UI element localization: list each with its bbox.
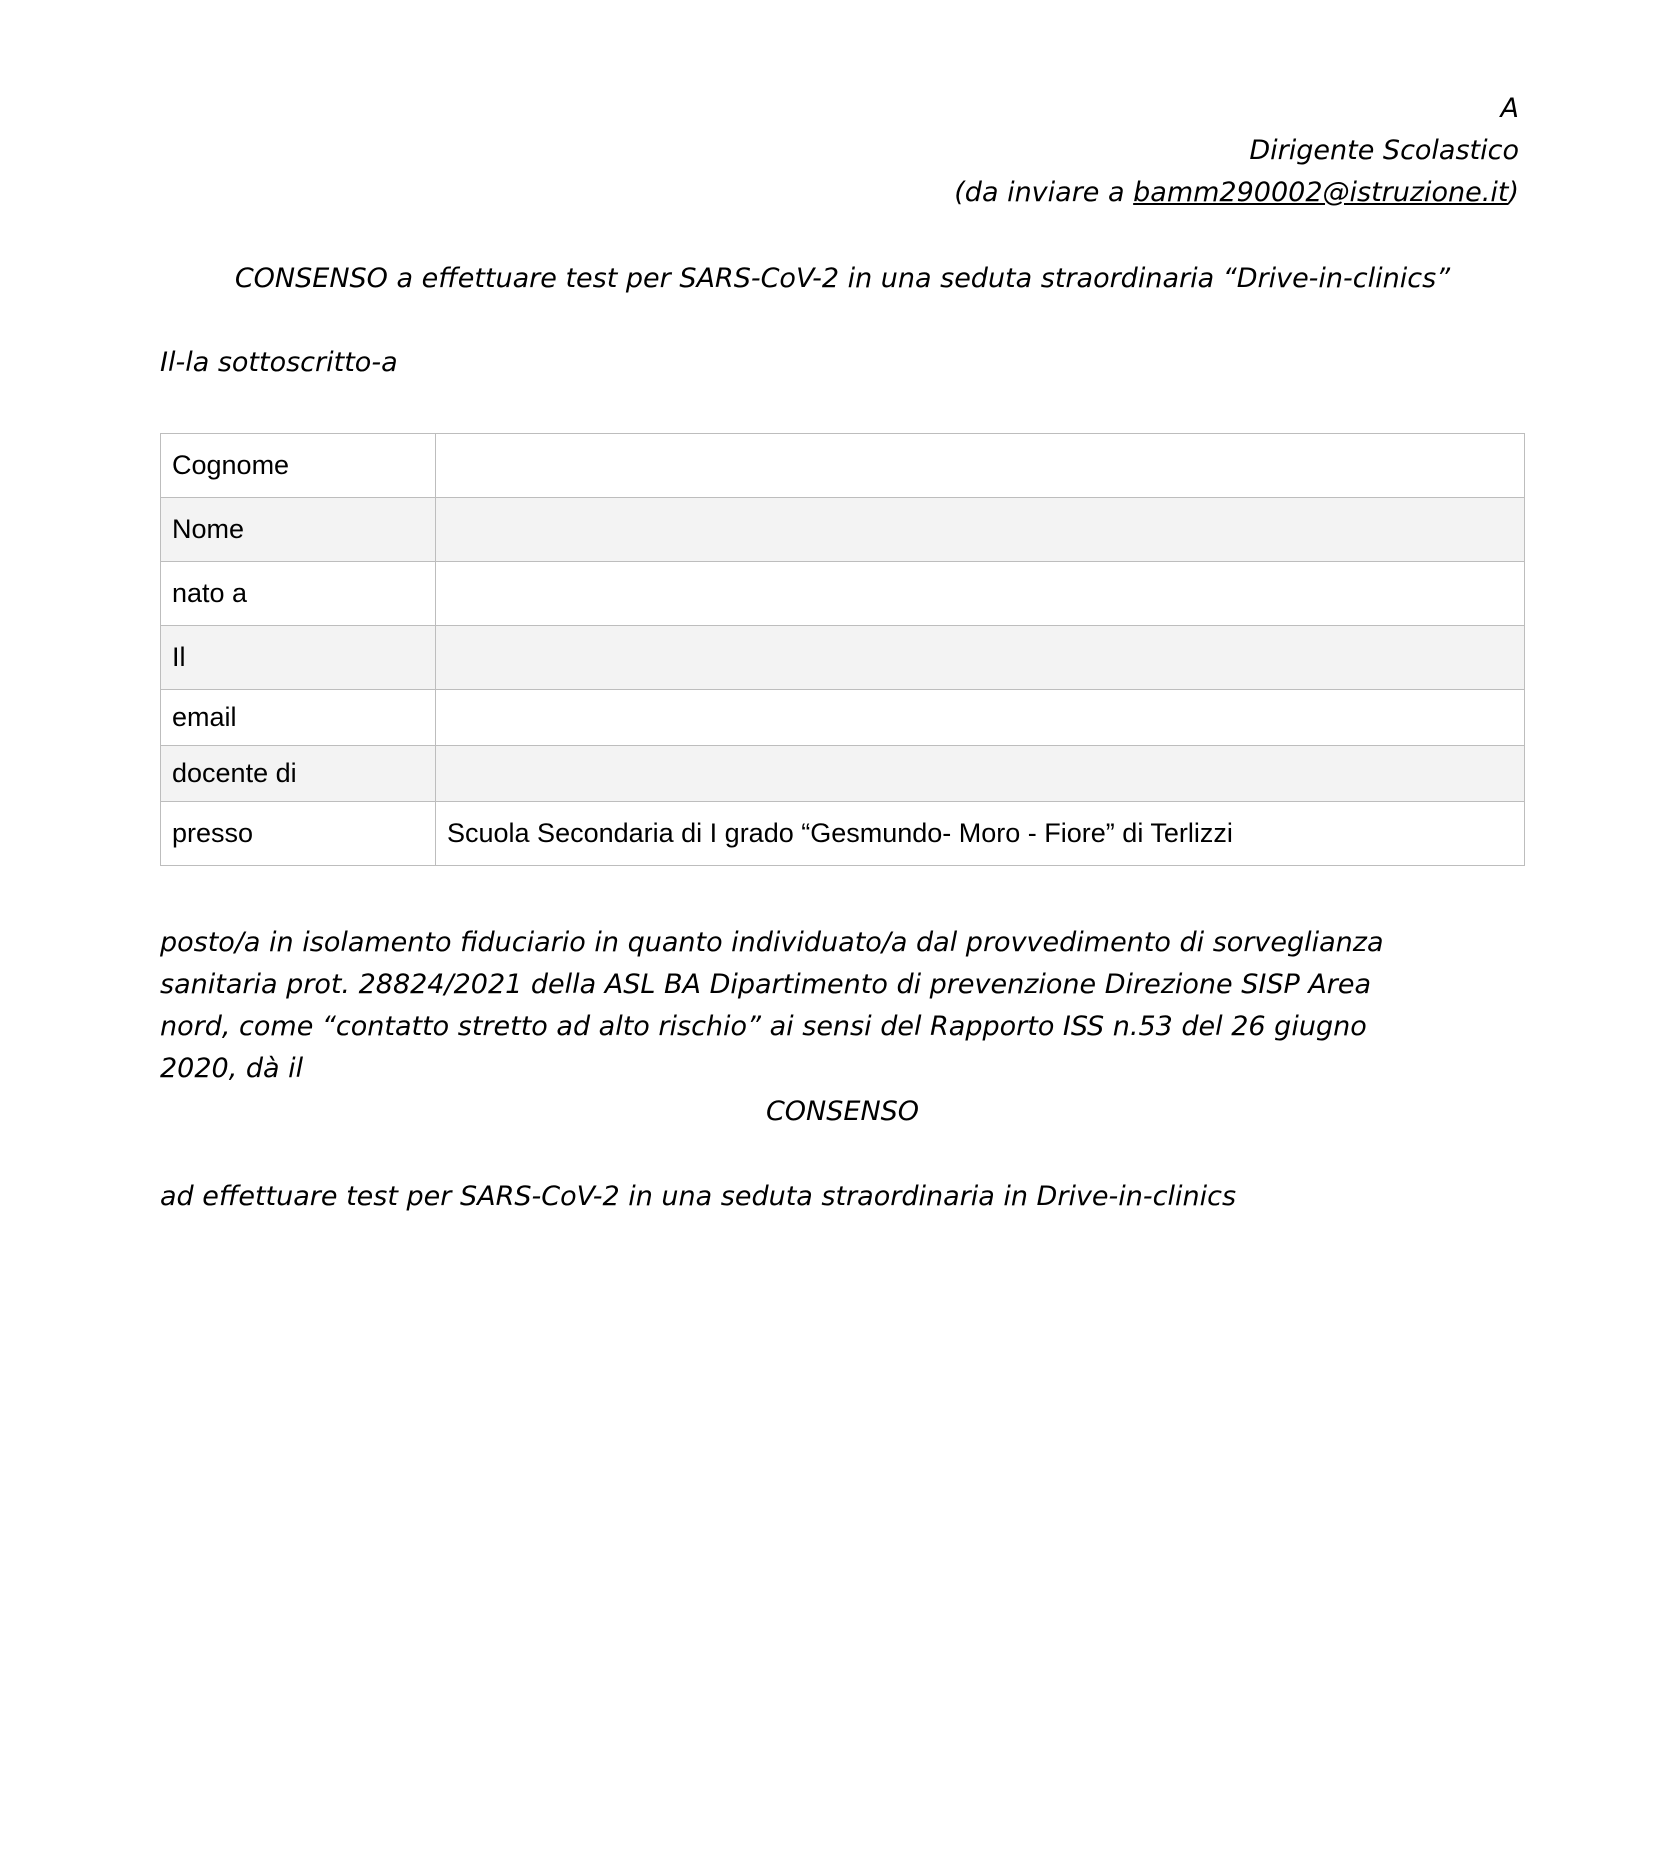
addressee-role: Dirigente Scolastico bbox=[1249, 135, 1519, 166]
closing-statement: ad effettuare test per SARS-CoV-2 in una seduta straordinaria in Drive-in-clinics bbox=[160, 1181, 1237, 1212]
field-label-school: presso bbox=[161, 802, 436, 866]
school-email-link[interactable]: bamm290002@istruzione.it bbox=[1133, 177, 1509, 208]
table-row bbox=[161, 562, 1525, 626]
addressee-send-note bbox=[954, 172, 1519, 214]
table-row bbox=[161, 434, 1525, 498]
field-label-email: email bbox=[161, 690, 436, 746]
undersigned-label: Il-la sottoscritto-a bbox=[160, 347, 398, 378]
field-value-birthplace[interactable] bbox=[436, 562, 1525, 626]
field-label-birthplace: nato a bbox=[161, 562, 436, 626]
table-row bbox=[161, 802, 1525, 866]
declaration-line: nord, come “contatto stretto ad alto rischio” ai sensi del Rapporto ISS n.53 del 26 giugno bbox=[160, 1011, 1367, 1042]
field-value-cognome[interactable] bbox=[436, 434, 1525, 498]
document-title: CONSENSO a effettuare test per SARS-CoV-2 in una seduta straordinaria “Drive-in-clinics” bbox=[234, 263, 1451, 294]
consent-heading: CONSENSO bbox=[765, 1096, 920, 1127]
send-note-prefix: (da inviare a bbox=[954, 177, 1134, 208]
personal-data-table bbox=[160, 433, 1525, 866]
declaration-line: 2020, dà il bbox=[160, 1053, 304, 1084]
field-value-school: Scuola Secondaria di I grado “Gesmundo- Moro - Fiore” di Terlizzi bbox=[436, 802, 1525, 866]
table-row bbox=[161, 498, 1525, 562]
field-label-cognome: Cognome bbox=[161, 434, 436, 498]
field-label-subject: docente di bbox=[161, 746, 436, 802]
field-label-nome: Nome bbox=[161, 498, 436, 562]
declaration-line: posto/a in isolamento fiduciario in quanto individuato/a dal provvedimento di sorveglianza bbox=[160, 927, 1384, 958]
declaration-line: sanitaria prot. 28824/2021 della ASL BA Dipartimento di prevenzione Direzione SISP Area bbox=[160, 969, 1372, 1000]
table-row bbox=[161, 690, 1525, 746]
table-row bbox=[161, 626, 1525, 690]
addressee-block bbox=[954, 88, 1519, 214]
field-value-birthdate[interactable] bbox=[436, 626, 1525, 690]
field-value-email[interactable] bbox=[436, 690, 1525, 746]
field-value-nome[interactable] bbox=[436, 498, 1525, 562]
field-label-birthdate: Il bbox=[161, 626, 436, 690]
send-note-suffix: ) bbox=[1508, 177, 1519, 208]
field-value-subject[interactable] bbox=[436, 746, 1525, 802]
addressee-to: A bbox=[1500, 93, 1519, 124]
declaration-paragraph bbox=[160, 922, 1560, 1090]
table-row bbox=[161, 746, 1525, 802]
